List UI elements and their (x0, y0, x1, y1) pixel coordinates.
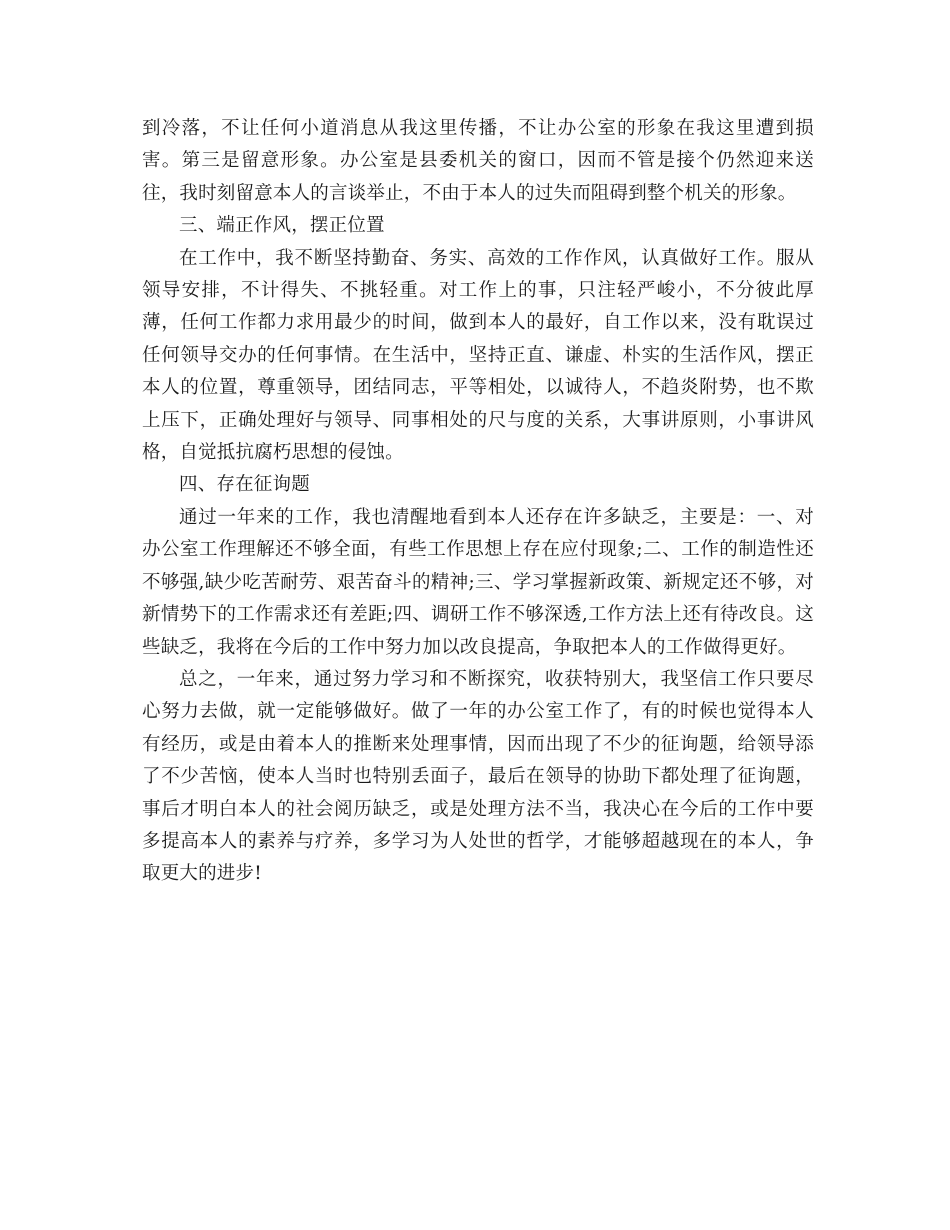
document-body (142, 113, 814, 891)
paragraph-continuation: 到冷落，不让任何小道消息从我这里传播，不让办公室的形象在我这里遭到损害。第三是留意形象。办公室是县委机关的窗口，因而不管是接个仍然迎来送往，我时刻留意本人的言谈举止，不由于本人的过失而阻碍到整个机关的形象。 (142, 118, 814, 204)
paragraph-summary: 总之，一年来，通过努力学习和不断探究，收获特别大，我坚信工作只要尽心努力去做，就一定能够做好。做了一年的办公室工作了，有的时候也觉得本人有经历，或是由着本人的推断来处理事情，因而出现了不少的征询题，给领导添了不少苦恼，使本人当时也特别丢面子，最后在领导的协助下都处理了征询题，事后才明白本人的社会阅历缺乏，或是处理方法不当，我决心在今后的工作中要多提高本人的素养与疗养，多学习为人处世的哲学，才能够超越现在的本人，争取更大的进步! (142, 668, 814, 885)
paragraph-problems: 通过一年来的工作，我也清醒地看到本人还存在许多缺乏，主要是：一、对办公室工作理解还不够全面，有些工作思想上存在应付现象;二、工作的制造性还不够强,缺少吃苦耐劳、艰苦奋斗的精神;三、学习掌握新政策、新规定还不够，对新情势下的工作需求还有差距;四、调研工作不够深透,工作方法上还有待改良。这些缺乏，我将在今后的工作中努力加以改良提高，争取把本人的工作做得更好。 (142, 506, 814, 658)
section-heading-4: 四、存在征询题 (179, 474, 310, 496)
section-heading-3: 三、端正作风，摆正位置 (179, 215, 385, 237)
paragraph-work-style: 在工作中，我不断坚持勤奋、务实、高效的工作作风，认真做好工作。服从领导安排，不计得失、不挑轻重。对工作上的事，只注轻严峻小，不分彼此厚薄，任何工作都力求用最少的时间，做到本人的最好，自工作以来，没有耽误过任何领导交办的任何事情。在生活中，坚持正直、谦虚、朴实的生活作风，摆正本人的位置，尊重领导，团结同志，平等相处，以诚待人，不趋炎附势，也不欺上压下，正确处理好与领导、同事相处的尺与度的关系，大事讲原则，小事讲风格，自觉抵抗腐朽思想的侵蚀。 (142, 247, 814, 464)
